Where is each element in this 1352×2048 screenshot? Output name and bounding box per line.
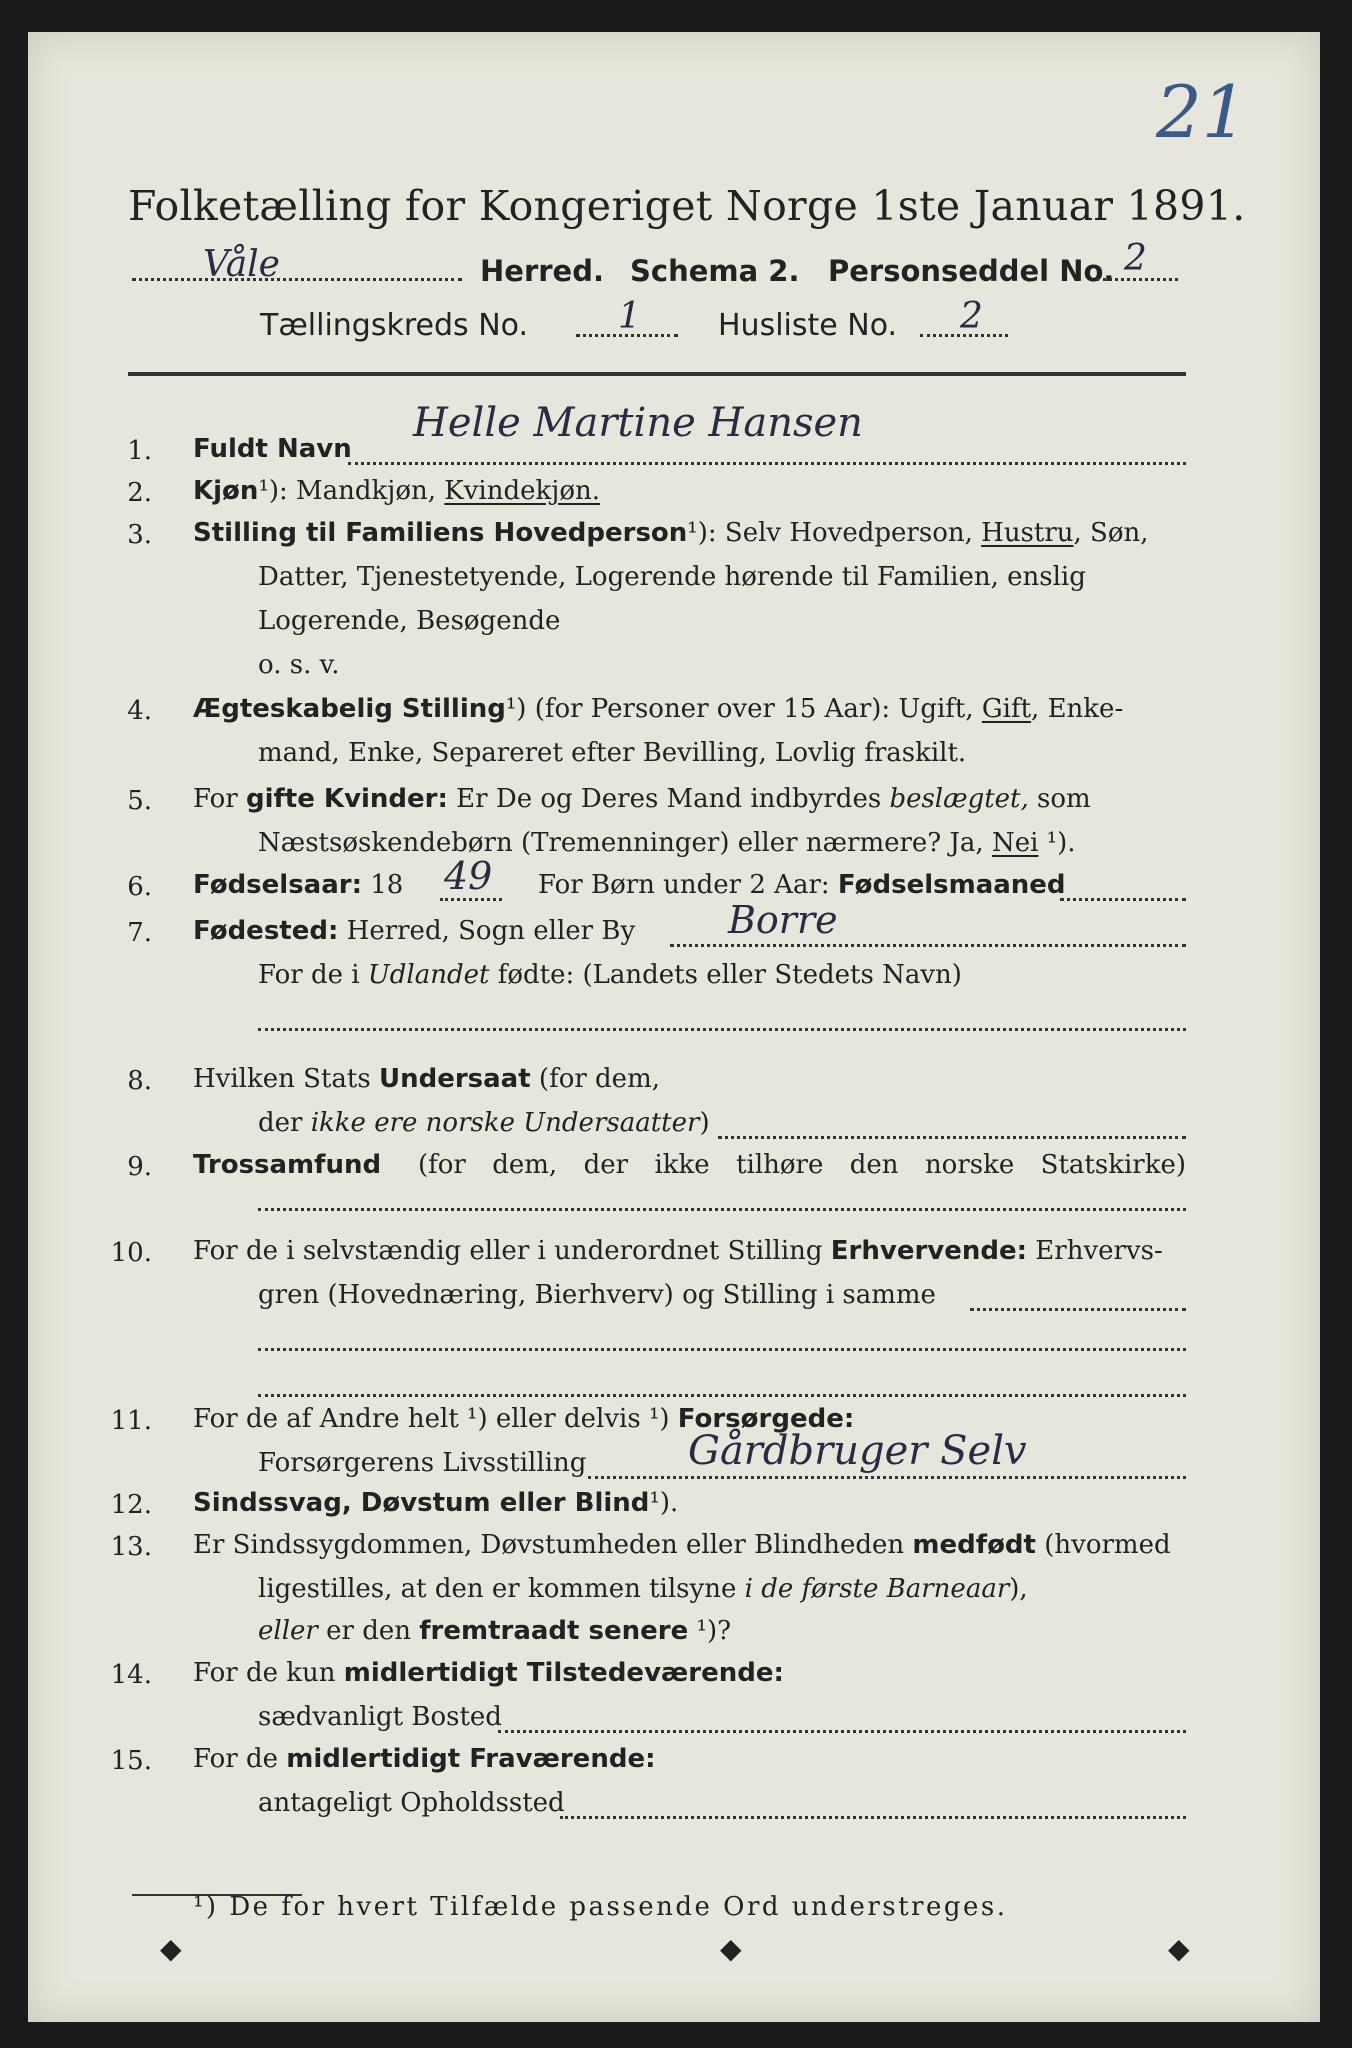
kinship-line xyxy=(193,784,1091,814)
kinship-text-a: For xyxy=(193,784,246,814)
kinship-label: gifte Kvinder: xyxy=(245,784,448,814)
temp-absent-label: midlertidigt Fraværende: xyxy=(286,1744,656,1774)
congenital-line xyxy=(193,1530,1171,1560)
birthplace-label: Fødested: xyxy=(193,916,339,946)
usual-residence-dotline xyxy=(498,1730,1186,1733)
congenital-line-2 xyxy=(258,1574,1028,1604)
full-name-label: Fuldt Navn xyxy=(193,434,352,464)
citizenship-text-c: der xyxy=(258,1108,311,1138)
congenital-eller: eller xyxy=(258,1616,318,1646)
kreds-label: Tællingskreds No. xyxy=(260,308,528,343)
citizenship-label: Undersaat xyxy=(378,1064,531,1094)
family-position-line xyxy=(193,518,1149,548)
header-rule xyxy=(128,372,1186,376)
marital-line xyxy=(193,694,1123,724)
occupation-dotline-1 xyxy=(970,1308,1186,1311)
full-name-value: Helle Martine Hansen xyxy=(413,400,863,446)
marital-options-b: , Enke- xyxy=(1031,694,1124,724)
congenital-later-label: fremtraadt senere xyxy=(419,1616,689,1646)
probable-residence-label: antageligt Opholdssted xyxy=(258,1788,565,1818)
birth-year-line xyxy=(193,870,403,900)
birth-year-prefix: 18 xyxy=(362,870,404,900)
kinship-question: Næstsøskendebørn (Tremenninger) eller nærmere? Ja, xyxy=(258,828,992,858)
item-number-1: 1. xyxy=(127,436,152,466)
temp-absent-line xyxy=(193,1744,655,1774)
family-position-line-3: Logerende, Besøgende xyxy=(258,606,561,636)
birth-month-text: For Børn under 2 Aar: xyxy=(538,870,838,900)
provider-value: Gårdbruger Selv xyxy=(688,1428,1027,1474)
full-name-dotline xyxy=(348,462,1186,465)
sex-selected: Kvindekjøn. xyxy=(444,476,600,506)
item-number-2: 2. xyxy=(127,478,152,508)
foreign-text-b: fødte: (Landets eller Stedets Navn) xyxy=(489,960,962,990)
disability-footref: ¹). xyxy=(649,1488,679,1518)
kinship-italic: beslægtet, xyxy=(889,784,1029,814)
kreds-value: 1 xyxy=(618,296,641,337)
kinship-text-c: som xyxy=(1028,784,1091,814)
form-title: Folketælling for Kongeriget Norge 1ste Januar 1891. xyxy=(128,182,1246,230)
binding-mark-left-icon: ◆ xyxy=(160,1932,182,1965)
husliste-value: 2 xyxy=(960,296,983,337)
citizenship-text-d: ) xyxy=(699,1108,710,1138)
item-number-14: 14. xyxy=(110,1660,152,1690)
citizenship-line-2 xyxy=(258,1108,710,1138)
item-number-5: 5. xyxy=(127,786,152,816)
foreign-birthplace-dotline xyxy=(258,1028,1186,1031)
item-number-12: 12. xyxy=(110,1490,152,1520)
foreign-italic: Udlandet xyxy=(367,960,490,990)
sex-label: Kjøn xyxy=(193,476,259,506)
husliste-label: Husliste No. xyxy=(718,308,898,343)
congenital-line-3 xyxy=(258,1616,731,1646)
congenital-label: medfødt xyxy=(912,1530,1036,1560)
marital-selected: Gift xyxy=(981,694,1032,724)
probable-residence-dotline xyxy=(560,1816,1186,1819)
family-position-selected: Hustru xyxy=(981,518,1074,548)
citizenship-italic: ikke ere norske Undersaatter xyxy=(310,1108,700,1138)
occupation-line-2: gren (Hovednæring, Bierhverv) og Stilling i samme xyxy=(258,1280,936,1310)
schema-label: Schema 2. xyxy=(630,254,800,288)
religion-text: (for dem, der ikke tilhøre den norske Statskirke) xyxy=(418,1150,1186,1180)
foreign-birthplace-line xyxy=(258,960,962,990)
item-number-13: 13. xyxy=(110,1532,152,1562)
binding-mark-center-icon: ◆ xyxy=(720,1932,742,1965)
occupation-label: Erhvervende: xyxy=(830,1236,1028,1266)
item-number-6: 6. xyxy=(127,872,152,902)
citizenship-dotline xyxy=(718,1136,1186,1139)
birth-month-line xyxy=(538,870,1066,900)
temp-present-line xyxy=(193,1658,784,1688)
personseddel-value: 2 xyxy=(1124,238,1147,279)
item-number-11: 11. xyxy=(110,1406,152,1436)
family-position-line-2: Datter, Tjenestetyende, Logerende hørende til Familien, enslig xyxy=(258,562,1086,592)
item-number-3: 3. xyxy=(127,520,152,550)
temp-absent-text: For de xyxy=(193,1744,287,1774)
citizenship-line xyxy=(193,1064,660,1094)
supported-label: Forsørgede: xyxy=(677,1404,855,1434)
temp-present-text: For de kun xyxy=(193,1658,344,1688)
herred-value: Våle xyxy=(203,244,280,285)
item-number-8: 8. xyxy=(127,1066,152,1096)
temp-present-label: midlertidigt Tilstedeværende: xyxy=(343,1658,784,1688)
page-number: 21 xyxy=(1156,70,1248,154)
occupation-text-b: Erhvervs- xyxy=(1027,1236,1163,1266)
provider-label: Forsørgerens Livsstilling xyxy=(258,1448,587,1478)
birthplace-value: Borre xyxy=(728,898,838,942)
birthplace-line xyxy=(193,916,635,946)
kinship-end: ¹). xyxy=(1038,828,1076,858)
citizenship-text-a: Hvilken Stats xyxy=(193,1064,379,1094)
personseddel-label: Personseddel No. xyxy=(828,254,1115,288)
herred-label: Herred. xyxy=(480,254,604,288)
marital-label: Ægteskabelig Stilling xyxy=(193,694,506,724)
birth-year-label: Fødselsaar: xyxy=(193,870,362,900)
disability-label: Sindssvag, Døvstum eller Blind xyxy=(193,1488,650,1518)
sex-line xyxy=(193,476,600,506)
congenital-text-c: ligestilles, at den er kommen tilsyne xyxy=(258,1574,745,1604)
family-position-options-b: , Søn, xyxy=(1073,518,1149,548)
foreign-text-a: For de i xyxy=(258,960,368,990)
religion-label: Trossamfund xyxy=(193,1150,382,1180)
birth-year-dotline xyxy=(440,898,502,901)
item-number-9: 9. xyxy=(127,1152,152,1182)
item-number-10: 10. xyxy=(110,1238,152,1268)
supported-text: For de af Andre helt ¹) eller delvis ¹) xyxy=(193,1404,678,1434)
congenital-text-e: er den xyxy=(317,1616,420,1646)
birthplace-dotline xyxy=(670,944,1186,947)
marital-line-2: mand, Enke, Separeret efter Bevilling, Lovlig fraskilt. xyxy=(258,738,967,768)
herred-dotline xyxy=(132,278,462,281)
sex-options: ¹): Mandkjøn, xyxy=(258,476,445,506)
birth-year-value: 49 xyxy=(444,854,493,898)
citizenship-text-b: (for dem, xyxy=(530,1064,660,1094)
kinship-line-2 xyxy=(258,828,1076,858)
religion-dotline xyxy=(258,1208,1186,1211)
item-number-15: 15. xyxy=(110,1746,152,1776)
item-number-4: 4. xyxy=(127,696,152,726)
binding-mark-right-icon: ◆ xyxy=(1168,1932,1190,1965)
family-position-label: Stilling til Familiens Hovedperson xyxy=(193,518,688,548)
birthplace-text: Herred, Sogn eller By xyxy=(338,916,636,946)
birth-month-dotline xyxy=(1060,898,1186,901)
marital-options-a: ¹) (for Personer over 15 Aar): Ugift, xyxy=(505,694,982,724)
congenital-text-d: ), xyxy=(1009,1574,1028,1604)
occupation-line xyxy=(193,1236,1163,1266)
congenital-italic: i de første Barneaar xyxy=(744,1574,1010,1604)
kinship-text-b: Er De og Deres Mand indbyrdes xyxy=(447,784,890,814)
congenital-text-a: Er Sindssygdommen, Døvstumheden eller Blindheden xyxy=(193,1530,913,1560)
occupation-dotline-2 xyxy=(258,1348,1186,1351)
provider-dotline xyxy=(588,1476,1186,1479)
congenital-text-b: (hvormed xyxy=(1035,1530,1171,1560)
kinship-selected: Nei xyxy=(991,828,1039,858)
congenital-end: ¹)? xyxy=(688,1616,732,1646)
birth-month-label: Fødselsmaaned xyxy=(837,870,1066,900)
family-position-options-a: ¹): Selv Hovedperson, xyxy=(687,518,982,548)
census-form-page xyxy=(28,32,1320,2022)
disability-line xyxy=(193,1488,678,1518)
item-number-7: 7. xyxy=(127,918,152,948)
occupation-text-a: For de i selvstændig eller i underordnet Stilling xyxy=(193,1236,831,1266)
occupation-dotline-3 xyxy=(258,1394,1186,1397)
usual-residence-label: sædvanligt Bosted xyxy=(258,1702,502,1732)
footnote: ¹) De for hvert Tilfælde passende Ord understreges. xyxy=(193,1892,1008,1922)
family-position-line-4: o. s. v. xyxy=(258,650,340,680)
